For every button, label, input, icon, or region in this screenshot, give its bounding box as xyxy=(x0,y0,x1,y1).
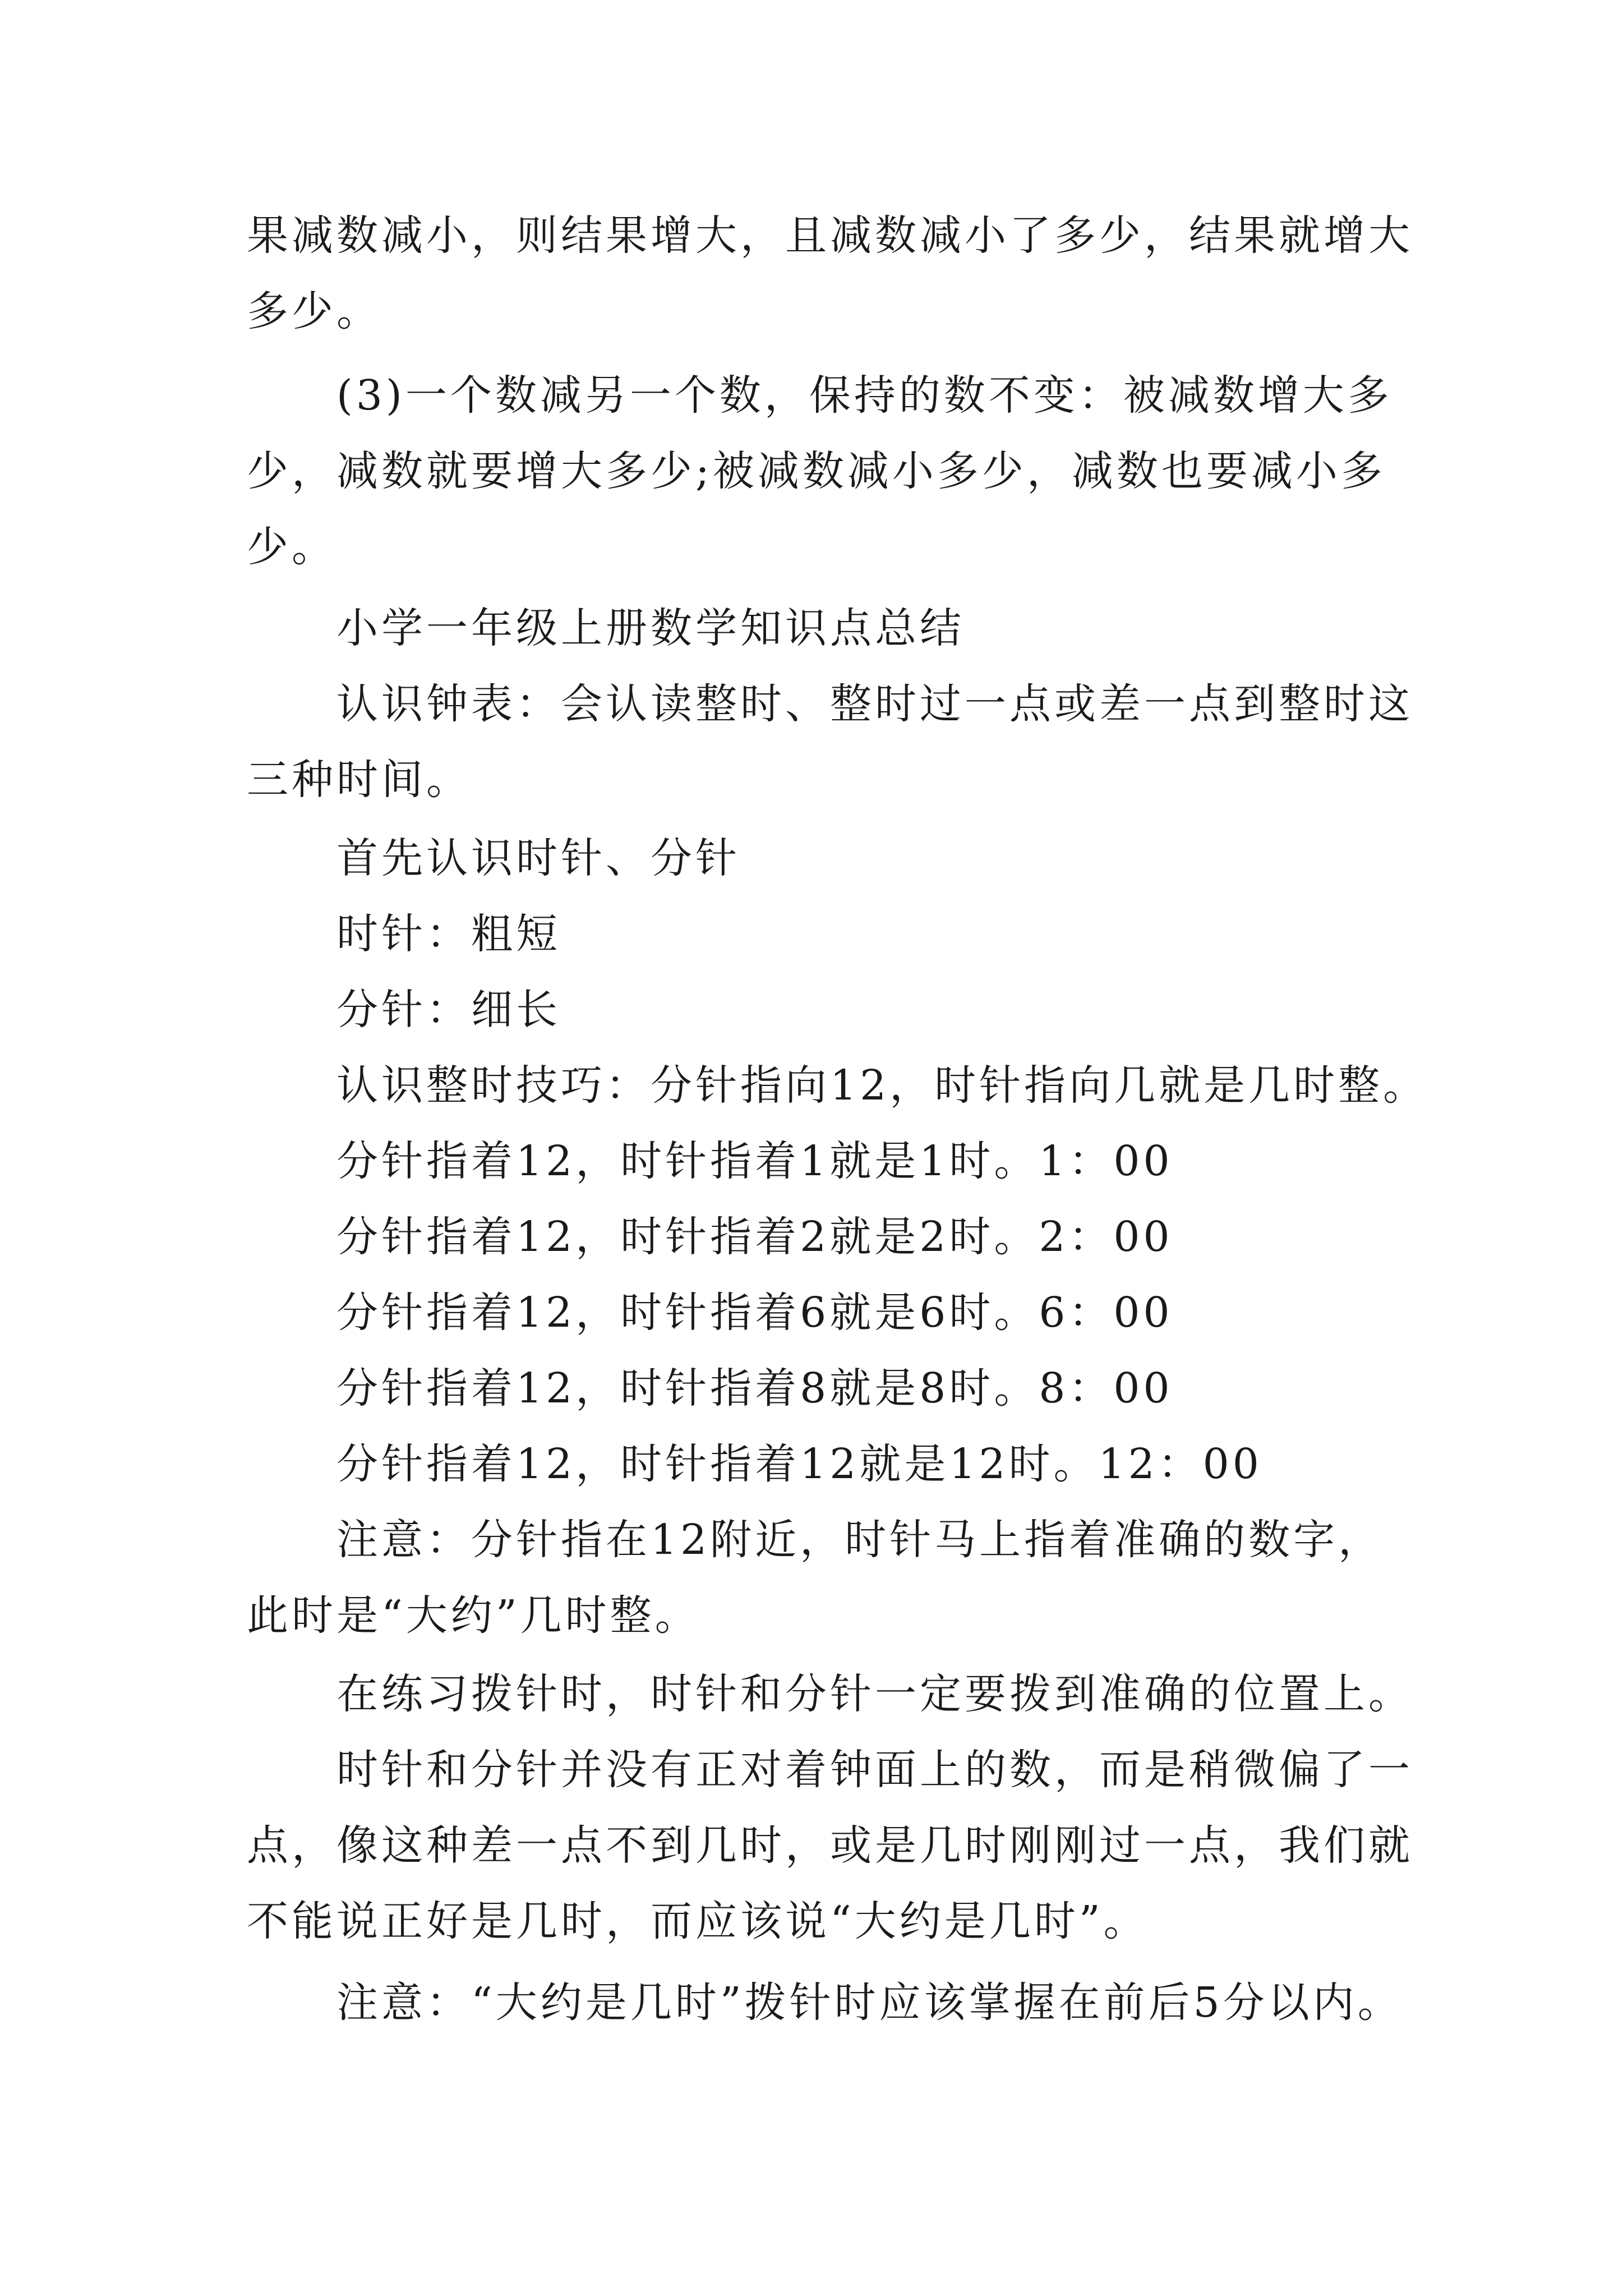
paragraph-line: 此时是“大约”几时整。 xyxy=(247,1591,700,1640)
paragraph-line: 注意：“大约是几时”拨针时应该掌握在前后5分以内。 xyxy=(336,1978,1403,2027)
paragraph-line: 三种时间。 xyxy=(247,756,471,804)
paragraph-line: 少。 xyxy=(247,523,336,571)
paragraph-line: 在练习拨针时，时针和分针一定要拨到准确的位置上。 xyxy=(336,1670,1413,1718)
section-heading: 小学一年级上册数学知识点总结 xyxy=(336,604,965,652)
paragraph-line: 分针：细长 xyxy=(336,986,561,1034)
paragraph-line: (3)一个数减另一个数，保持的数不变：被减数增大多 xyxy=(336,371,1393,420)
paragraph-line: 认识整时技巧：分针指向12，时针指向几就是几时整。 xyxy=(336,1061,1428,1110)
paragraph-line: 时针：粗短 xyxy=(336,910,561,958)
paragraph-line: 分针指着12，时针指着8就是8时。8：00 xyxy=(336,1364,1173,1412)
paragraph-line: 分针指着12，时针指着6就是6时。6：00 xyxy=(336,1289,1173,1337)
paragraph-line: 分针指着12，时针指着12就是12时。12：00 xyxy=(336,1440,1262,1488)
paragraph-line: 点，像这种差一点不到几时，或是几时刚刚过一点，我们就 xyxy=(247,1821,1413,1870)
paragraph-line: 少，减数就要增大多少;被减数减小多少，减数也要减小多 xyxy=(247,447,1386,495)
paragraph-line: 首先认识时针、分针 xyxy=(336,834,740,882)
paragraph-line: 不能说正好是几时，而应该说“大约是几时”。 xyxy=(247,1897,1149,1945)
paragraph-line: 分针指着12，时针指着2就是2时。2：00 xyxy=(336,1213,1173,1261)
paragraph-line: 时针和分针并没有正对着钟面上的数，而是稍微偏了一 xyxy=(336,1746,1413,1794)
paragraph-line: 注意：分针指在12附近，时针马上指着准确的数字， xyxy=(336,1516,1384,1564)
paragraph-line: 多少。 xyxy=(247,287,381,335)
paragraph-line: 果减数减小，则结果增大，且减数减小了多少，结果就增大 xyxy=(247,211,1413,260)
paragraph-line: 分针指着12，时针指着1就是1时。1：00 xyxy=(336,1137,1173,1185)
paragraph-line: 认识钟表：会认读整时、整时过一点或差一点到整时这 xyxy=(336,680,1413,728)
